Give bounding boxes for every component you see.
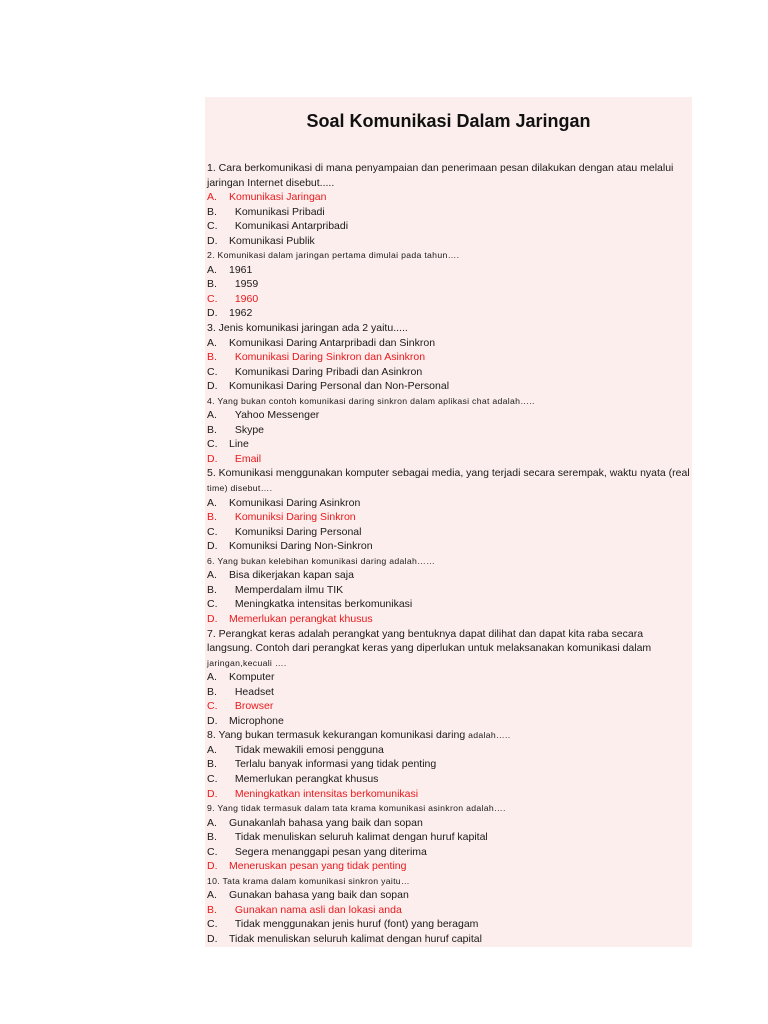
page-title: Soal Komunikasi Dalam Jaringan <box>306 111 591 131</box>
question-1-text-cont: jaringan Internet disebut..... <box>207 176 335 189</box>
question-7-option-c: C. Browser <box>207 700 274 713</box>
question-4-option-c: C. Line <box>207 438 249 451</box>
question-10-option-c: C. Tidak menggunakan jenis huruf (font) yang beragam <box>207 918 479 931</box>
question-8-text: 8. Yang bukan termasuk kekurangan komunikasi daring adalah….. <box>207 729 511 742</box>
question-2-option-a: A. 1961 <box>207 263 253 276</box>
question-10-option-a: A. Gunakan bahasa yang baik dan sopan <box>207 889 409 902</box>
question-4-option-a: A. Yahoo Messenger <box>207 409 320 422</box>
question-10-text: 10. Tata krama dalam komunikasi sinkron yaitu… <box>207 875 410 886</box>
question-5-option-b: B. Komuniksi Daring Sinkron <box>207 511 356 524</box>
question-6-text: 6. Yang bukan kelebihan komunikasi daring adalah…… <box>207 555 436 566</box>
question-1-option-a: A. Komunikasi Jaringan <box>207 191 327 204</box>
question-9-option-b: B. Tidak menuliskan seluruh kalimat dengan huruf kapital <box>207 831 488 844</box>
question-8-option-c: C. Memerlukan perangkat khusus <box>207 772 379 785</box>
question-7-text-cont-2: jaringan,kecuali …. <box>207 657 287 668</box>
question-1-text: 1. Cara berkomunikasi di mana penyampaian dan penerimaan pesan dilakukan dengan atau melalui <box>207 162 674 174</box>
question-10-option-b: B. Gunakan nama asli dan lokasi anda <box>207 903 402 916</box>
question-1-option-b: B. Komunikasi Pribadi <box>207 205 325 218</box>
question-1-option-d: D. Komunikasi Publik <box>207 234 315 247</box>
question-3-text: 3. Jenis komunikasi jaringan ada 2 yaitu..... <box>207 322 408 335</box>
question-6-option-b: B. Memperdalam ilmu TIK <box>207 583 344 596</box>
question-8-option-a: A. Tidak mewakili emosi pengguna <box>207 743 384 756</box>
question-4-text: 4. Yang bukan contoh komunikasi daring sinkron dalam aplikasi chat adalah….. <box>207 395 535 406</box>
question-5-text: 5. Komunikasi menggunakan komputer sebagai media, yang terjadi secara serempak, waktu nyata (real <box>207 467 690 480</box>
question-7-option-a: A. Komputer <box>207 671 275 684</box>
question-2-option-d: D. 1962 <box>207 307 253 320</box>
question-8-option-d: D. Meningkatkan intensitas berkomunikasi <box>207 787 419 800</box>
question-9-text: 9. Yang tidak termasuk dalam tata krama komunikasi asinkron adalah…. <box>207 803 506 814</box>
question-6-option-a: A. Bisa dikerjakan kapan saja <box>207 569 354 582</box>
question-5-text-cont: time) disebut…. <box>207 483 273 494</box>
question-4-option-b: B. Skype <box>207 423 265 436</box>
question-9-option-c: C. Segera menanggapi pesan yang diterima <box>207 845 427 858</box>
question-3-option-c: C. Komunikasi Daring Pribadi dan Asinkron <box>207 365 423 378</box>
question-10-option-d: D. Tidak menuliskan seluruh kalimat dengan huruf capital <box>207 932 482 945</box>
question-7-text: 7. Perangkat keras adalah perangkat yang bentuknya dapat dilihat dan dapat kita raba secara <box>207 627 644 640</box>
question-1-option-c: C. Komunikasi Antarpribadi <box>207 220 349 233</box>
question-2-option-b: B. 1959 <box>207 278 259 291</box>
question-7-option-b: B. Headset <box>207 685 274 698</box>
question-7-option-d: D. Microphone <box>207 714 284 727</box>
question-9-option-a: A. Gunakanlah bahasa yang baik dan sopan <box>207 816 423 829</box>
question-5-option-d: D. Komuniksi Daring Non-Sinkron <box>207 540 373 553</box>
question-5-option-a: A. Komunikasi Daring Asinkron <box>207 496 361 509</box>
question-list <box>207 161 691 947</box>
question-4-option-d: D. Email <box>207 452 262 465</box>
question-2-option-c: C. 1960 <box>207 292 259 305</box>
question-2-text: 2. Komunikasi dalam jaringan pertama dimulai pada tahun…. <box>207 250 460 261</box>
question-7-text-cont: langsung. Contoh dari perangkat keras yang diperlukan untuk melaksanakan komunikasi dalam <box>207 642 652 655</box>
question-3-option-b: B. Komunikasi Daring Sinkron dan Asinkron <box>207 351 426 364</box>
question-8-option-b: B. Terlalu banyak informasi yang tidak penting <box>207 758 437 771</box>
question-3-option-d: D. Komunikasi Daring Personal dan Non-Personal <box>207 380 450 393</box>
document-page <box>205 97 692 947</box>
question-3-option-a: A. Komunikasi Daring Antarpribadi dan Sinkron <box>207 336 436 349</box>
question-9-option-d: D. Meneruskan pesan yang tidak penting <box>207 860 407 873</box>
question-5-option-c: C. Komuniksi Daring Personal <box>207 525 362 538</box>
question-6-option-c: C. Meningkatka intensitas berkomunikasi <box>207 598 413 611</box>
question-6-option-d: D. Memerlukan perangkat khusus <box>207 612 373 625</box>
